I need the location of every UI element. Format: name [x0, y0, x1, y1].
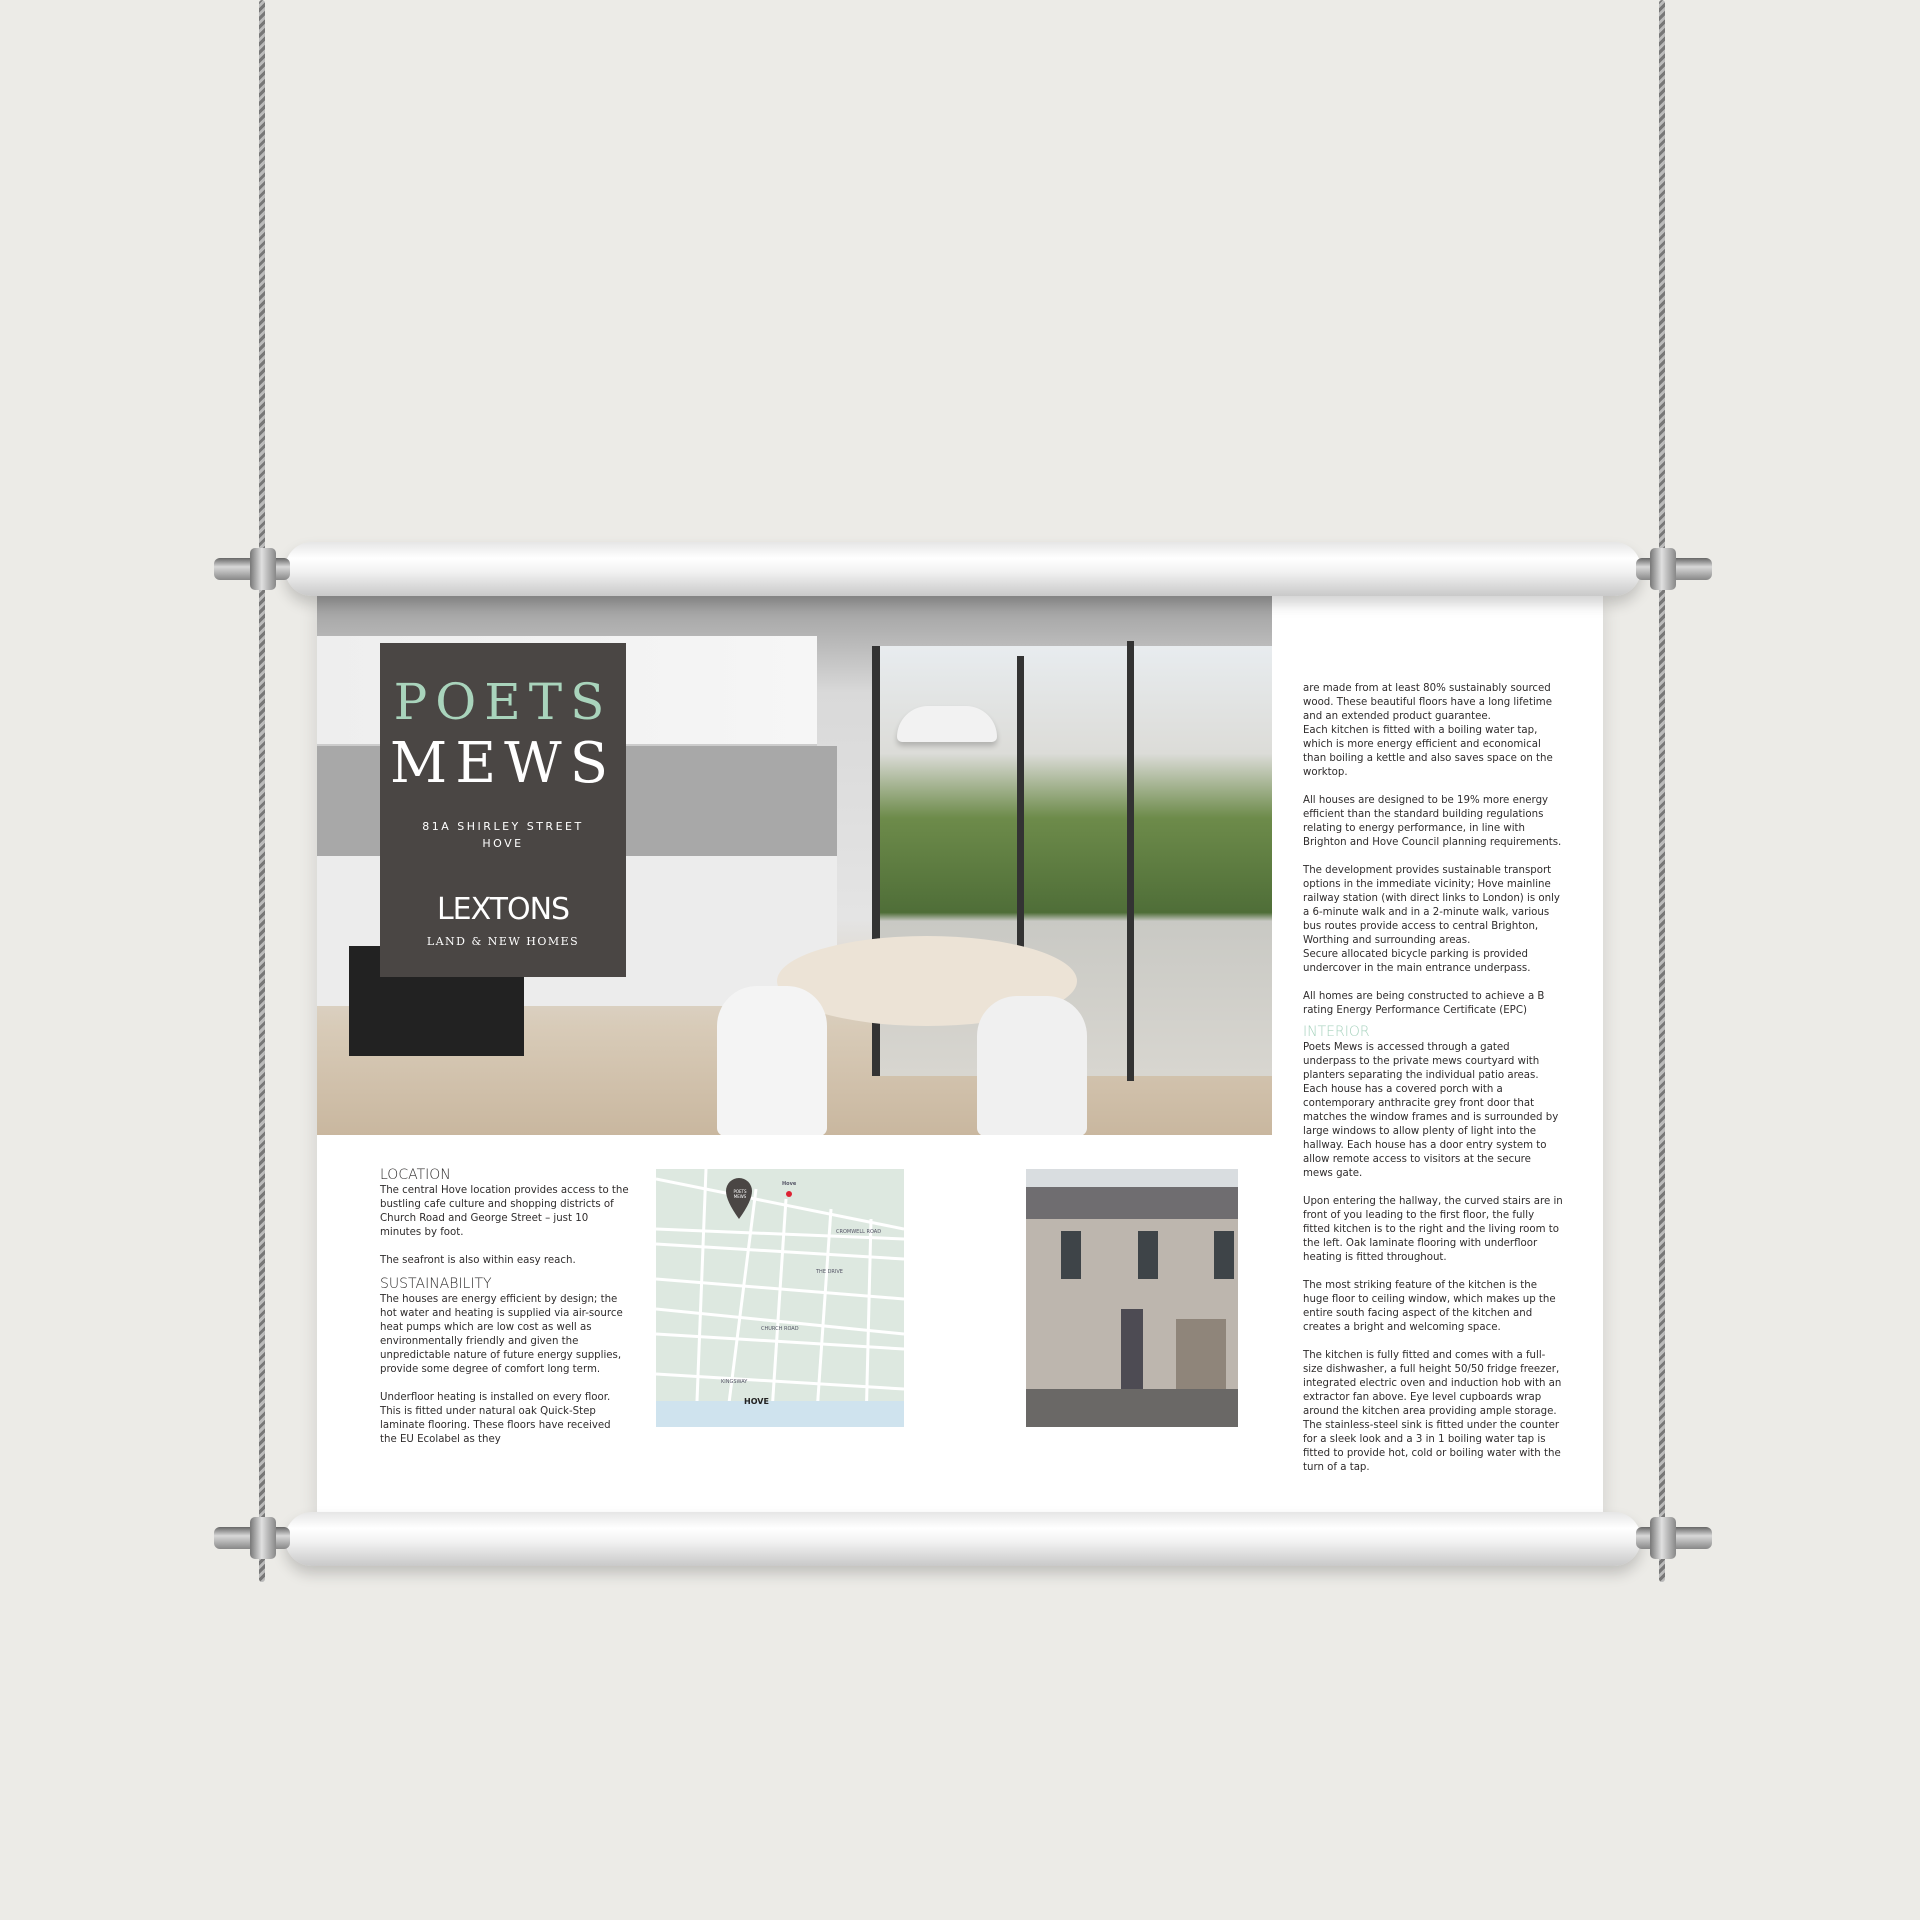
interior-paragraph: Poets Mews is accessed through a gated underpass to the private mews courtyard with planters separating the individual patio areas. Each house has a covered porch with a contemporary anthracite grey front door that matches the window frames and is surrounded by large windows to allow plenty of light into the hallway. Each house has a door entry system to allow remote access to visitors at the secure mews gate. [1303, 1042, 1559, 1179]
sustainability-paragraph: Underfloor heating is installed on every floor. This is fitted under natural oak Quick-Step laminate flooring. These floors have received the EU Ecolabel as they [380, 1392, 611, 1445]
right-text-column [1303, 682, 1563, 1489]
right-paragraph: are made from at least 80% sustainably sourced wood. These beautiful floors have a long lifetime and an extended product guarantee. [1303, 683, 1552, 722]
location-paragraph: The central Hove location provides access to the bustling cafe culture and shopping districts of Church Road and George Street – just 10 minutes by foot. [380, 1185, 629, 1238]
lextons-tagline: LAND & NEW HOMES [426, 935, 580, 948]
right-paragraph: Each kitchen is fitted with a boiling water tap, which is more energy efficient and economical than boiling a kettle and also saves space on the worktop. [1303, 725, 1553, 778]
house-exterior-photo [1026, 1169, 1238, 1427]
logo-title-line2: MEWS [389, 731, 617, 796]
map-road-label: CHURCH ROAD [761, 1326, 799, 1332]
paving [1026, 1389, 1238, 1427]
lextons-brand: LEXTONS [436, 892, 570, 927]
top-roller [285, 542, 1641, 596]
poster [317, 596, 1603, 1514]
logo-address-line1: 81A SHIRLEY STREET [422, 820, 584, 833]
clamp-bottom-left-body [250, 1517, 276, 1559]
right-paragraph: The development provides sustainable transport options in the immediate vicinity; Hove mainline railway station (with direct links to London) is only a 6-minute walk and in a 2-minute walk, various bus routes provide access to central Brighton, Worthing and surrounding areas. [1303, 865, 1560, 946]
window-mullion [1127, 641, 1134, 1081]
window [1061, 1231, 1081, 1279]
chair [977, 996, 1087, 1135]
poets-mews-logo-panel [380, 643, 626, 977]
map-road-label: THE DRIVE [816, 1269, 843, 1275]
location-heading: LOCATION [380, 1167, 451, 1183]
bottom-roller [285, 1512, 1641, 1566]
map-area-label: HOVE [744, 1397, 769, 1406]
chair [717, 986, 827, 1135]
kitchen-photo [317, 596, 1272, 1135]
left-hanging-cable [259, 0, 265, 1582]
logo-title-line1: POETS [393, 673, 613, 731]
sustainability-heading: SUSTAINABILITY [380, 1276, 492, 1292]
right-hanging-cable [1659, 0, 1665, 1582]
pendant-lamp [897, 706, 997, 742]
interior-paragraph: The kitchen is fully fitted and comes with a full-size dishwasher, a full height 50/50 fridge freezer, integrated electric oven and induction hob with an extractor fan above. Eye level cupboards wrap around the kitchen area providing ample storage. The stainless-steel sink is fitted under the counter for a sleek look and a 3 in 1 boiling water tap is fitted to provide hot, cold or boiling water with the turn of a tap. [1303, 1350, 1562, 1473]
left-text-column [380, 1167, 630, 1447]
right-paragraph: All houses are designed to be 19% more energy efficient than the standard building regulations relating to energy performance, in line with Brighton and Hove Council planning requirements. [1303, 795, 1562, 848]
map-station-label: Hove [782, 1181, 797, 1187]
clamp-bottom-right-body [1650, 1517, 1676, 1559]
map-road-label: CROMWELL ROAD [836, 1229, 882, 1235]
map-pin-label: POETS MEWS [733, 1189, 747, 1199]
street-map [656, 1169, 904, 1427]
sustainability-paragraph: The houses are energy efficient by design; the hot water and heating is supplied via air-source heat pumps which are low cost as well as environmentally friendly and given the unpredictable nature of future energy supplies, provide some degree of comfort long term. [380, 1294, 623, 1375]
interior-paragraph: Upon entering the hallway, the curved stairs are in front of you leading to the first floor, the fully fitted kitchen is to the right and the living room to the left. Oak laminate flooring with underfloor heating is fitted throughout. [1303, 1196, 1563, 1263]
right-paragraph: Secure allocated bicycle parking is provided undercover in the main entrance underpass. [1303, 949, 1531, 974]
sea [656, 1401, 904, 1427]
clamp-top-right-body [1650, 548, 1676, 590]
interior-heading: INTERIOR [1303, 1024, 1370, 1040]
logo-address-line2: HOVE [482, 837, 524, 850]
front-door [1121, 1309, 1143, 1389]
clamp-top-left-body [250, 548, 276, 590]
window [1138, 1231, 1158, 1279]
sky [1026, 1169, 1238, 1189]
location-paragraph: The seafront is also within easy reach. [380, 1255, 576, 1266]
station-icon [786, 1191, 792, 1197]
ground-window [1176, 1319, 1226, 1389]
interior-paragraph: The most striking feature of the kitchen is the huge floor to ceiling window, which makes up the entire south facing aspect of the kitchen and creates a bright and welcoming space. [1303, 1280, 1556, 1333]
location-map [656, 1169, 904, 1427]
right-paragraph: All homes are being constructed to achieve a B rating Energy Performance Certificate (EPC) [1303, 991, 1545, 1016]
window [1214, 1231, 1234, 1279]
roof [1026, 1187, 1238, 1219]
map-road-label: KINGSWAY [721, 1379, 748, 1385]
